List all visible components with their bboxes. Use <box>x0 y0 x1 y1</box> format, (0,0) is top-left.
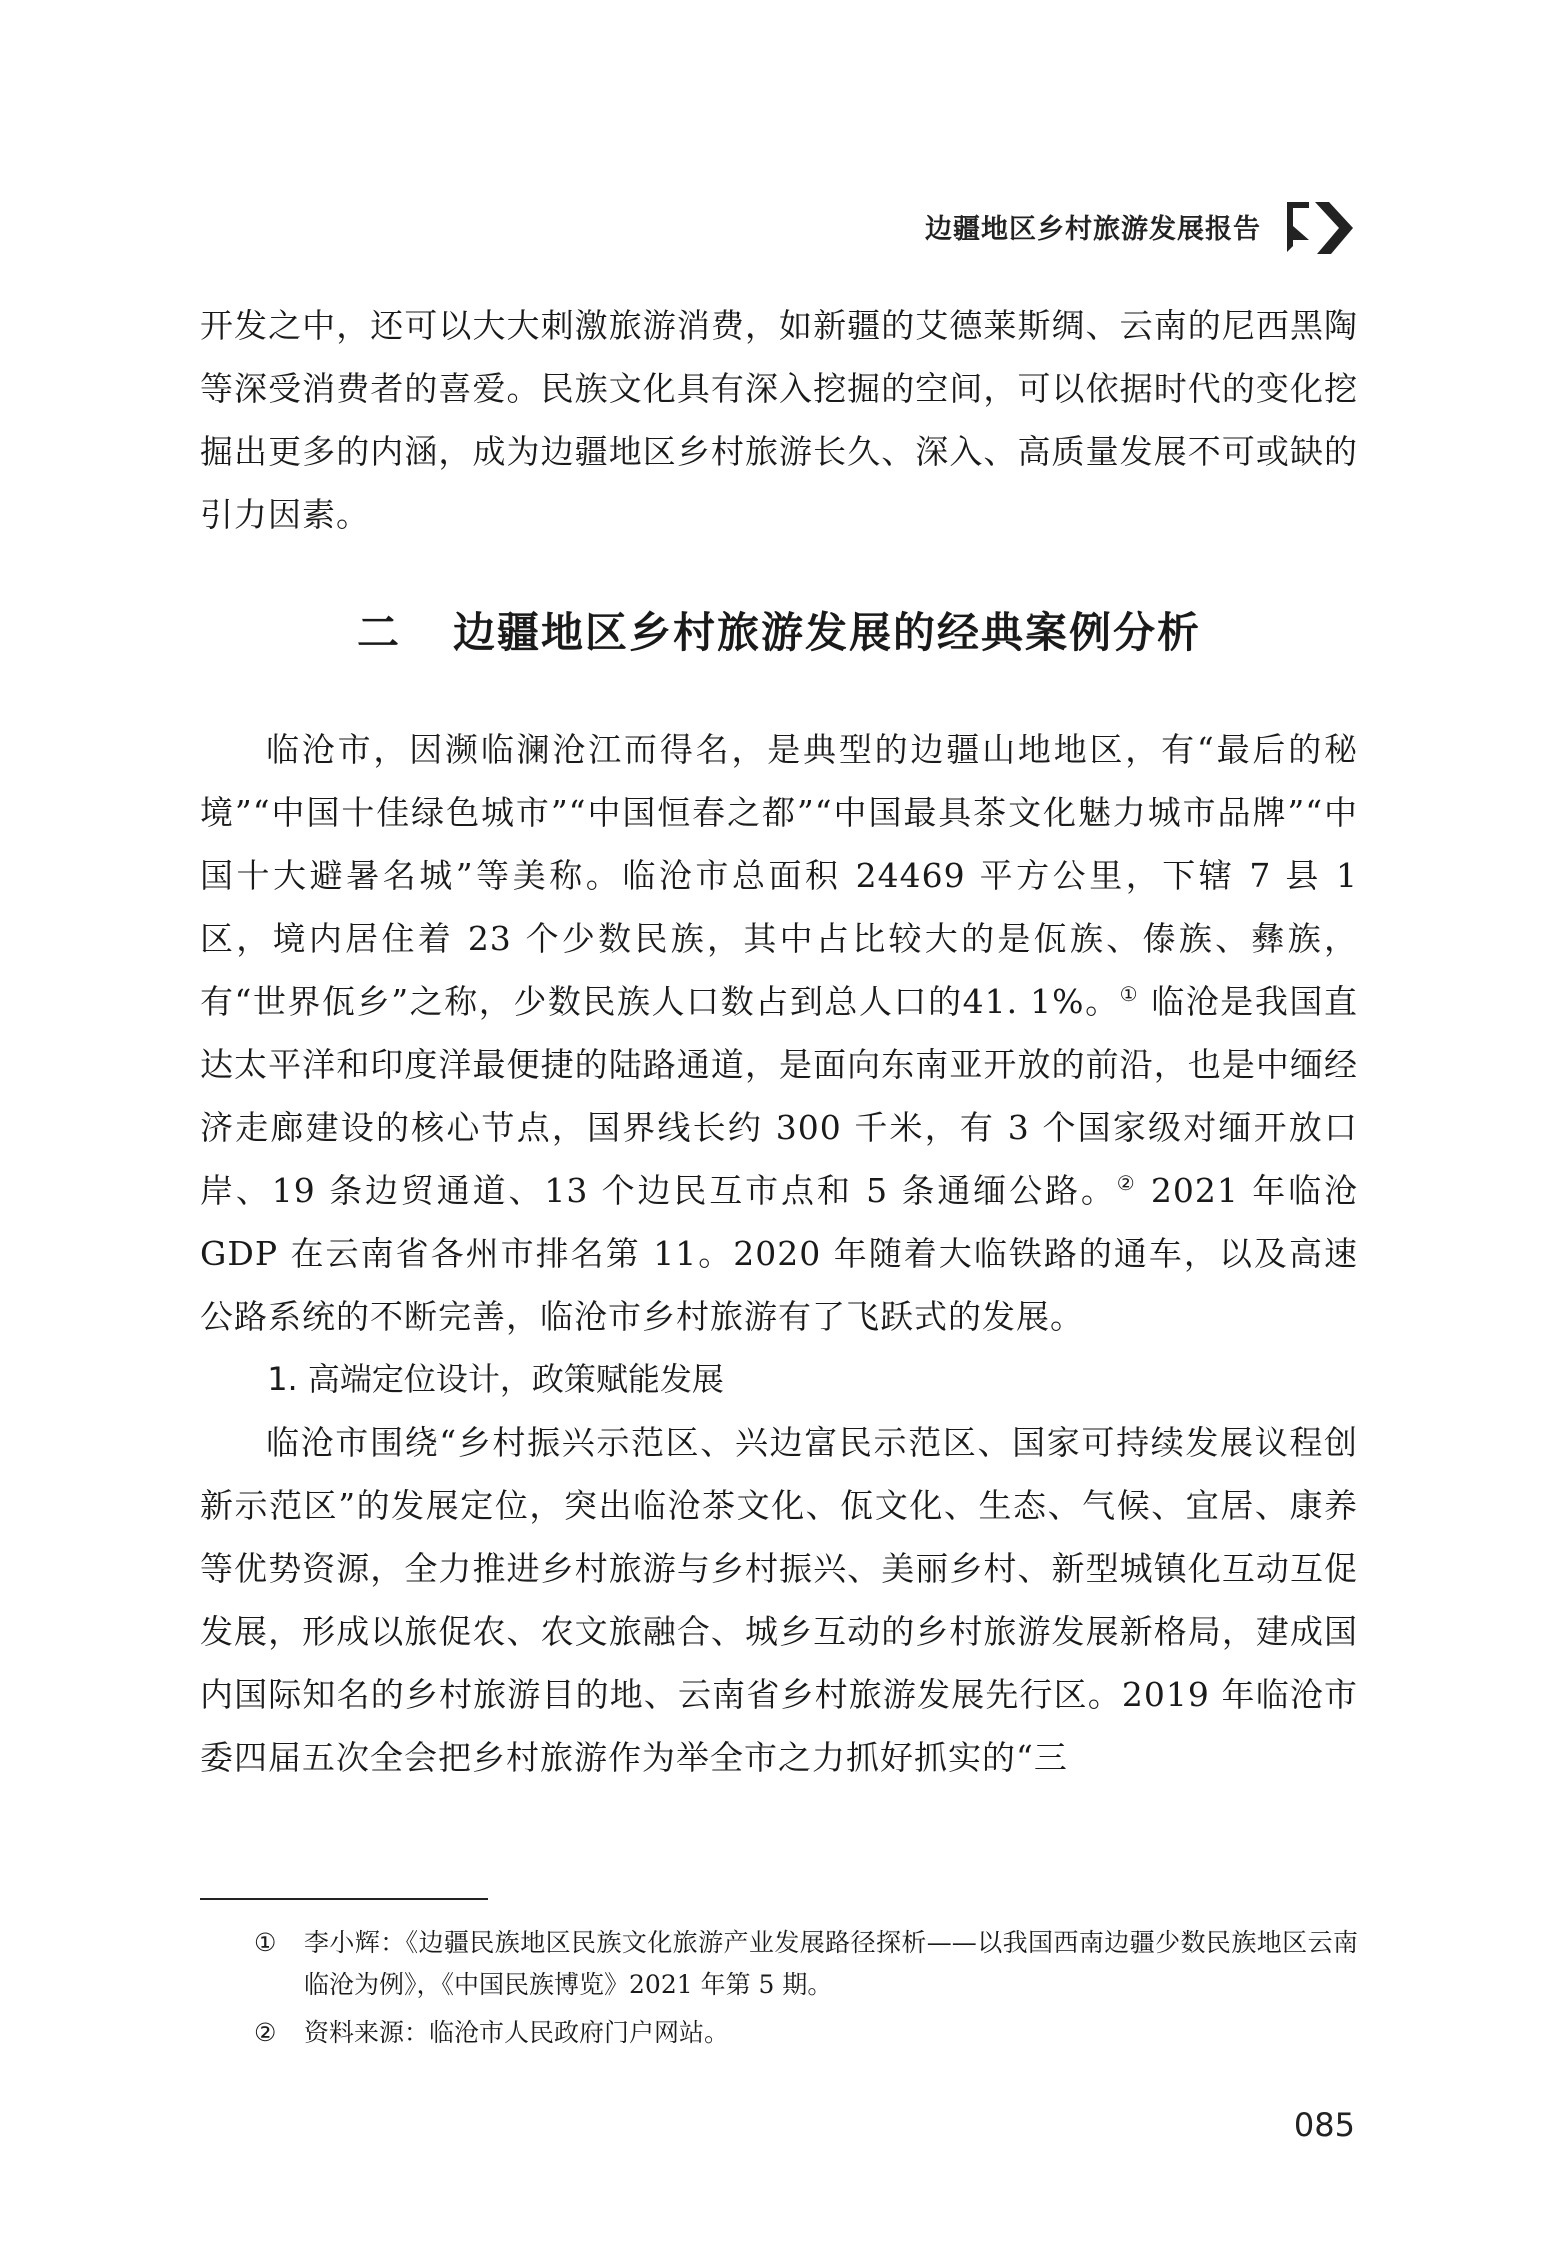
paragraph-text: 临沧市，因濒临澜沧江而得名，是典型的边疆山地地区，有“最后的秘境”“中国十佳绿色城市”“中国恒春之都”“中国最具茶文化魅力城市品牌”“中国十大避暑名城”等美称。临沧市总面积 24469 平方公里，下辖 7 县 1 区，境内居住着 23 个少数民族，其中占比较大的是佤族、傣族、彝族，有“世界佤乡”之称，少数民族人口数占到总人口的41. 1%。 <box>200 730 1358 1021</box>
footnote-ref-2[interactable]: ② <box>1116 1171 1138 1195</box>
section-heading <box>200 600 1358 660</box>
paragraph-continued: 开发之中，还可以大大刺激旅游消费，如新疆的艾德莱斯绸、云南的尼西黑陶等深受消费者的喜爱。民族文化具有深入挖掘的空间，可以依据时代的变化挖掘出更多的内涵，成为边疆地区乡村旅游长久、深入、高质量发展不可或缺的引力因素。 <box>200 306 1358 534</box>
footnote-ref-1[interactable]: ① <box>1119 982 1140 1006</box>
paragraph-text: 临沧是我国直达太平洋和印度洋最便捷的陆路通道，是面向东南亚开放的前沿，也是中缅经济走廊建设的核心节点，国界线长约 300 千米，有 3 个国家级对缅开放口岸、19 条边贸通道、13 个边民互市点和 5 条通缅公路。 <box>200 982 1358 1210</box>
page-body <box>200 294 1358 1789</box>
footnotes <box>200 1922 1358 2060</box>
page-number: 085 <box>1293 2106 1355 2144</box>
footnote-text: 李小辉：《边疆民族地区民族文化旅游产业发展路径探析——以我国西南边疆少数民族地区云南临沧为例》，《中国民族博览》2021 年第 5 期。 <box>304 1928 1358 1999</box>
running-header-title: 边疆地区乡村旅游发展报告 <box>925 213 1261 245</box>
footnote-text: 资料来源：临沧市人民政府门户网站。 <box>304 2018 730 2047</box>
paragraph-text: 2021 年临沧 GDP 在云南省各州市排名第 11。2020 年随着大临铁路的通车，以及高速公路系统的不断完善，临沧市乡村旅游有了飞跃式的发展。 <box>200 1171 1358 1336</box>
footnote-divider <box>200 1898 488 1900</box>
subheading: 1. 高端定位设计，政策赋能发展 <box>267 1360 724 1398</box>
footnote-marker: ① <box>254 1928 277 1957</box>
footnote-marker: ② <box>254 2018 277 2047</box>
section-title: 边疆地区乡村旅游发展的经典案例分析 <box>453 608 1202 657</box>
paragraph-lincang-intro <box>200 718 1358 1348</box>
paragraph-positioning: 临沧市围绕“乡村振兴示范区、兴边富民示范区、国家可持续发展议程创新示范区”的发展定位，突出临沧茶文化、佤文化、生态、气候、宜居、康养等优势资源，全力推进乡村旅游与乡村振兴、美丽乡村、新型城镇化互动互促发展，形成以旅促农、农文旅融合、城乡互动的乡村旅游发展新格局，建成国内国际知名的乡村旅游目的地、云南省乡村旅游发展先行区。2019 年临沧市委四届五次全会把乡村旅游作为举全市之力抓好抓实的“三 <box>200 1423 1358 1777</box>
running-header <box>925 196 1355 256</box>
footnote-item <box>200 2012 1358 2054</box>
footnote-item <box>200 1922 1358 2006</box>
section-number: 二 <box>356 608 401 657</box>
book-arrow-logo-icon <box>1285 196 1355 256</box>
